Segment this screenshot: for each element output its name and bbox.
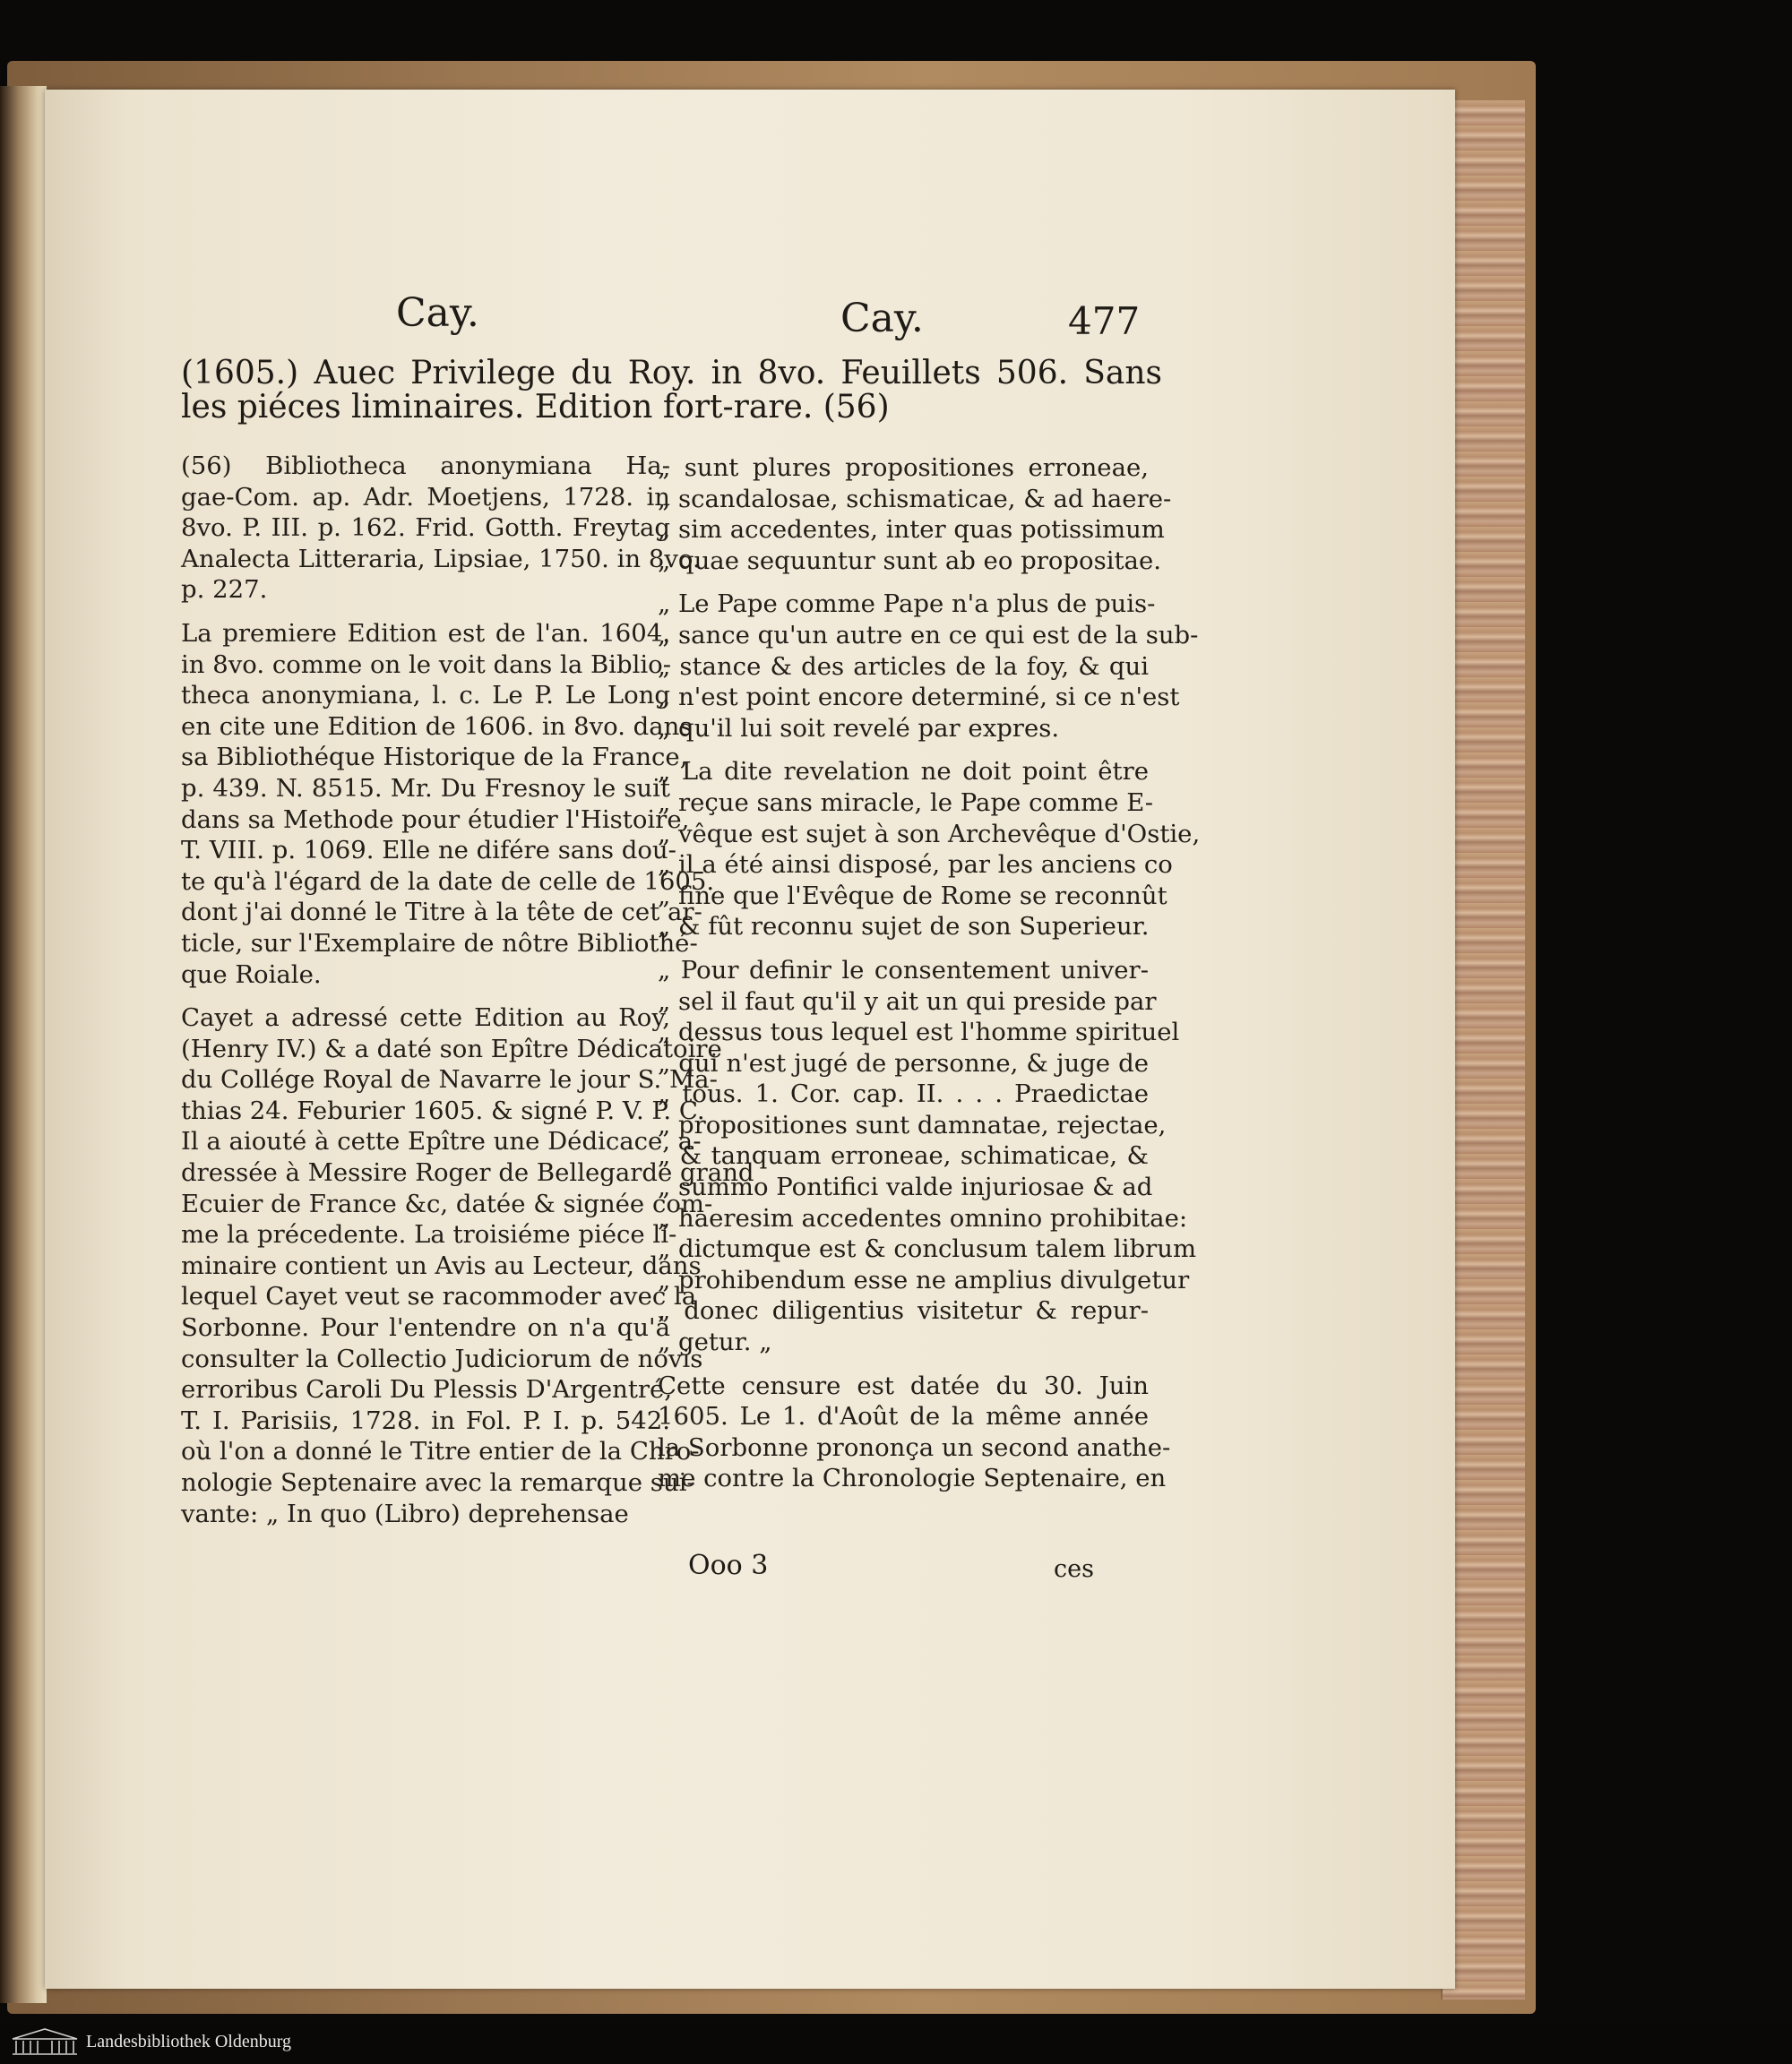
- right-column-line: „ Pour definir le consentement univer-: [658, 955, 1149, 985]
- left-column-line: Cayet a adressé cette Edition au Roy,: [181, 1003, 670, 1033]
- right-column-line: „ prohibendum esse ne amplius divulgetur: [658, 1265, 1190, 1294]
- left-page-edge: [0, 86, 47, 2003]
- right-column-line: „ quae sequuntur sunt ab eo propositae.: [658, 546, 1161, 575]
- left-column-line: p. 227.: [181, 575, 268, 605]
- left-column-line: du Collége Royal de Navarre le jour S. Ma-: [181, 1065, 718, 1095]
- library-building-icon: [9, 2026, 81, 2057]
- left-column-line: (Henry IV.) & a daté son Epître Dédicatoire: [181, 1034, 722, 1063]
- right-column-line: „ propositiones sunt damnatae, rejectae,: [658, 1110, 1167, 1140]
- page-number: 477: [1068, 299, 1141, 343]
- right-column-line: „ sunt plures propositiones erroneae,: [658, 453, 1149, 482]
- left-column-line: T. VIII. p. 1069. Elle ne difére sans dou-: [181, 836, 676, 865]
- left-column-line: en cite une Edition de 1606. in 8vo. dans: [181, 711, 693, 741]
- right-column-line: „ dessus tous lequel est l'homme spirituel: [658, 1018, 1180, 1047]
- right-column-line: „ La dite revelation ne doit point être: [658, 757, 1149, 787]
- left-column-line: minaire contient un Avis au Lecteur, dans: [181, 1251, 702, 1280]
- right-column-line: me contre la Chronologie Septenaire, en: [658, 1464, 1167, 1493]
- right-column-line: „ qu'il lui soit revelé par expres.: [658, 713, 1060, 743]
- left-column-line: La premiere Edition est de l'an. 1604.: [181, 618, 670, 648]
- left-column-line: où l'on a donné le Titre entier de la Chro-: [181, 1437, 700, 1466]
- lead-line-2: les piéces liminaires. Edition fort-rare. (56): [181, 389, 890, 426]
- right-column-line: [658, 1359, 1149, 1372]
- left-column-line: Il a aiouté à cette Epître une Dédicace, a-: [181, 1127, 702, 1157]
- right-column-line: [658, 943, 1149, 956]
- left-column-line: Ecuier de France &c, datée & signée com-: [181, 1189, 713, 1218]
- right-column-line: „ vêque est sujet à son Archevêque d'Ostie,: [658, 819, 1201, 848]
- right-column: [658, 453, 1201, 1495]
- right-column-line: la Sorbonne prononça un second anathe-: [658, 1432, 1171, 1462]
- left-column-line: nologie Septenaire avec la remarque sui-: [181, 1468, 695, 1497]
- left-column-line: 8vo. P. III. p. 162. Frid. Gotth. Freytag: [181, 513, 670, 543]
- right-column-line: „ getur. „: [658, 1328, 772, 1357]
- right-column-line: „ sance qu'un autre en ce qui est de la sub-: [658, 620, 1199, 649]
- left-column-line: [181, 991, 670, 1003]
- left-column-line: (56) Bibliotheca anonymiana Ha-: [181, 452, 670, 480]
- right-column-line: „ il a été ainsi disposé, par les anciens co: [658, 850, 1173, 880]
- right-column-line: „ & tanquam erroneae, schimaticae, &: [658, 1141, 1149, 1171]
- left-running-head: Cay.: [396, 290, 479, 336]
- right-column-line: „ reçue sans miracle, le Pape comme E-: [658, 787, 1154, 817]
- right-column-line: „ tous. 1. Cor. cap. II. . . . Praedictae: [658, 1079, 1149, 1109]
- left-column-line: que Roiale.: [181, 959, 322, 989]
- left-column-line: thias 24. Feburier 1605. & signé P. V. P. C.: [181, 1096, 705, 1125]
- right-column-line: „ dictumque est & conclusum talem librum: [658, 1234, 1197, 1264]
- left-column-line: ticle, sur l'Exemplaire de nôtre Bibliothé-: [181, 928, 698, 958]
- right-column-line: „ fine que l'Evêque de Rome se reconnût: [658, 881, 1167, 910]
- right-column-line: „ summo Pontifici valde injuriosae & ad: [658, 1173, 1153, 1202]
- right-column-line: „ & fût reconnu sujet de son Superieur.: [658, 912, 1150, 942]
- right-column-line: „ n'est point encore determiné, si ce n'est: [658, 683, 1180, 712]
- right-column-line: [658, 744, 1149, 757]
- signature-mark: Ooo 3: [688, 1550, 769, 1581]
- center-running-head: Cay.: [840, 296, 924, 341]
- left-column-line: dont j'ai donné le Titre à la tête de cet ar-: [181, 898, 702, 927]
- left-column-line: in 8vo. comme on le voit dans la Biblio-: [181, 649, 672, 679]
- left-column-line: consulter la Collectio Judiciorum de novis: [181, 1344, 703, 1373]
- right-column-line: „ donec diligentius visitetur & repur-: [658, 1296, 1149, 1326]
- right-column-line: „ sel il faut qu'il y ait un qui preside par: [658, 986, 1157, 1016]
- right-column-line: „ Le Pape comme Pape n'a plus de puis-: [658, 589, 1156, 619]
- left-column-line: Sorbonne. Pour l'entendre on n'a qu'à: [181, 1313, 670, 1343]
- right-column-line: Cette censure est datée du 30. Juin: [658, 1371, 1149, 1400]
- left-column-line: te qu'à l'égard de la date de celle de 1605.: [181, 866, 715, 896]
- left-column-line: lequel Cayet veut se racommoder avec la: [181, 1282, 697, 1312]
- left-column-line: gae-Com. ap. Adr. Moetjens, 1728. in: [181, 482, 670, 512]
- library-name: Landesbibliothek Oldenburg: [86, 2032, 292, 2051]
- right-column-line: „ qui n'est jugé de personne, & juge de: [658, 1048, 1149, 1078]
- right-column-line: 1605. Le 1. d'Août de la même année: [658, 1402, 1149, 1432]
- right-column-line: [658, 577, 1149, 589]
- book-page: [45, 90, 1455, 1989]
- left-column-line: T. I. Parisiis, 1728. in Fol. P. I. p. 542.: [181, 1406, 670, 1435]
- left-column-line: Analecta Litteraria, Lipsiae, 1750. in 8vo.: [181, 544, 701, 573]
- left-column-line: dans sa Methode pour étudier l'Histoire,: [181, 804, 690, 834]
- left-column-line: sa Bibliothéque Historique de la France,: [181, 743, 688, 772]
- left-column-line: me la précedente. La troisiéme piéce li-: [181, 1220, 677, 1250]
- lead-line-1: (1605.) Auec Privilege du Roy. in 8vo. Feuillets 506. Sans: [181, 355, 1162, 391]
- left-column-line: vante: „ In quo (Libro) deprehensae: [181, 1499, 629, 1528]
- left-column-line: p. 439. N. 8515. Mr. Du Fresnoy le suit: [181, 773, 670, 803]
- left-column-line: theca anonymiana, l. c. Le P. Le Long: [181, 681, 670, 710]
- left-column-line: dressée à Messire Roger de Bellegarde grand: [181, 1158, 754, 1188]
- right-column-line: „ haeresim accedentes omnino prohibitae:: [658, 1203, 1188, 1233]
- right-column-line: „ stance & des articles de la foy, & qui: [658, 651, 1149, 681]
- catchword: ces: [1054, 1555, 1094, 1583]
- left-column-line: [181, 606, 670, 619]
- right-column-line: „ sim accedentes, inter quas potissimum: [658, 515, 1165, 545]
- right-column-line: „ scandalosae, schismaticae, & ad haere-: [658, 484, 1172, 513]
- left-column-line: erroribus Caroli Du Plessis D'Argentré,: [181, 1375, 673, 1405]
